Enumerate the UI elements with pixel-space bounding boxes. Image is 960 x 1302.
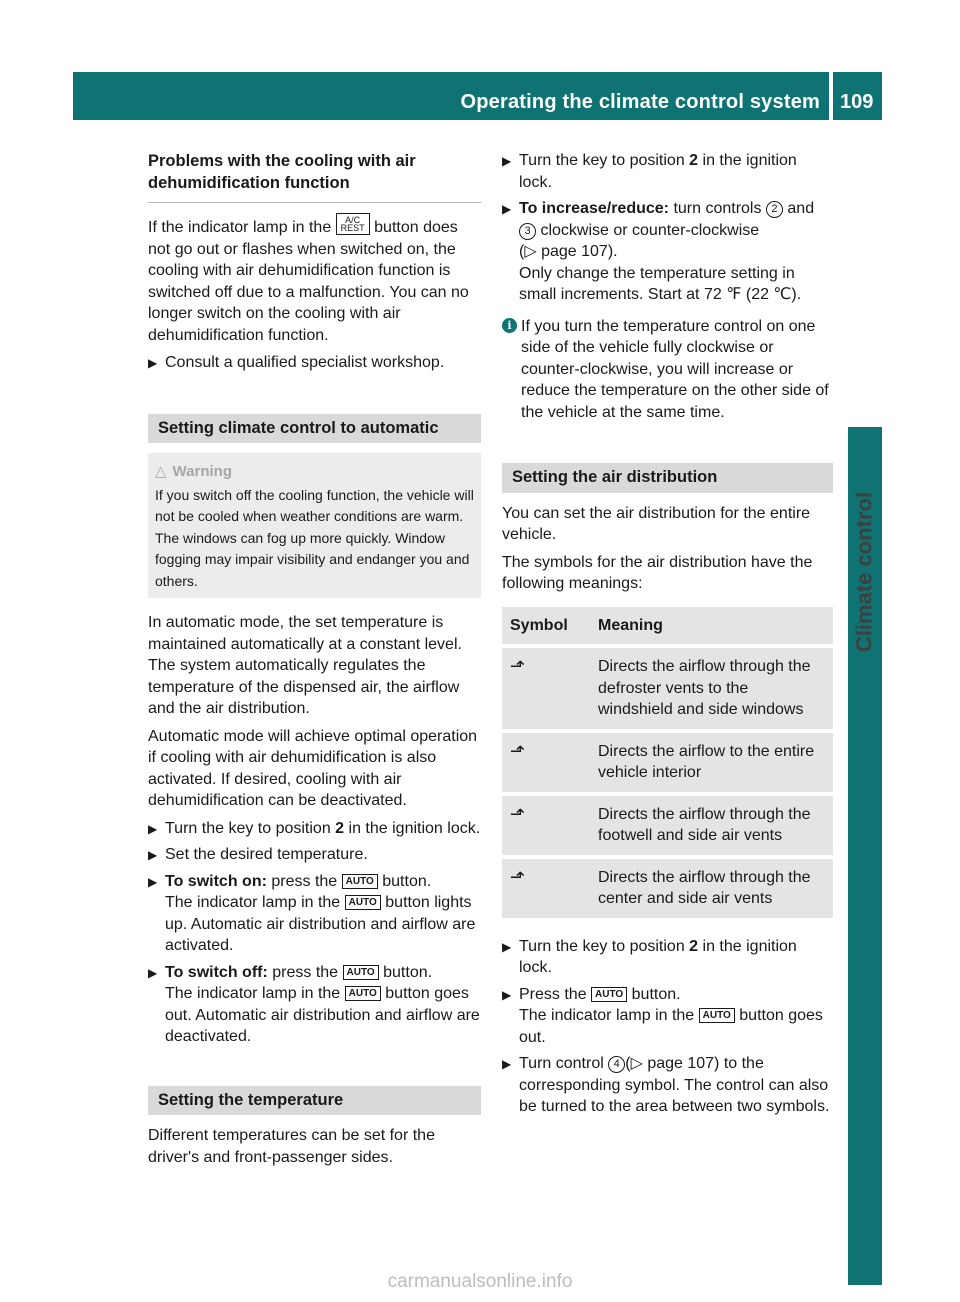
callout-4-icon: 4 xyxy=(608,1056,625,1073)
airflow-footwell-icon: ⬏ xyxy=(510,803,526,824)
air-paragraph-1: You can set the air distribution for the entire vehicle. xyxy=(502,504,811,543)
info-icon: i xyxy=(502,318,517,333)
problems-heading: Problems with the cooling with air dehumidification function xyxy=(148,150,481,203)
step-switch-on: ▶ To switch on: press the AUTO button. The indicator lamp in the AUTO button lights up. Automatic air distribution and airflow are activated. xyxy=(148,872,476,954)
table-header-row xyxy=(502,607,833,645)
table-row: ⬏ Directs the airflow through the defroster vents to the windshield and side windows xyxy=(502,648,833,729)
step-turn-key: ▶ Turn the key to position 2 in the ignition lock. xyxy=(148,818,481,840)
step-arrow-icon: ▶ xyxy=(148,356,158,370)
page-title: Operating the climate control system xyxy=(460,91,820,113)
step-increase-reduce: ▶ To increase/reduce: turn controls 2 and 3 clockwise or counter-clockwise (▷ page 107). Only change the temperature setting in small increments. Start at 72 ℉ (22 ℃). xyxy=(502,200,815,303)
step-turn-control: ▶ Turn control 4 (▷ page 107) to the corresponding symbol. The control can also be turned to the area between two symbols. xyxy=(502,1055,830,1115)
section-heading-temperature: Setting the temperature xyxy=(148,1086,481,1116)
callout-2-icon: 2 xyxy=(766,201,783,218)
section-heading-automatic: Setting climate control to automatic xyxy=(148,414,481,444)
auto-button-icon: AUTO xyxy=(345,986,381,1001)
ac-rest-button-icon: A/C REST xyxy=(336,213,370,235)
watermark: carmanualsonline.info xyxy=(387,1271,573,1292)
step-arrow-icon: ▶ xyxy=(148,821,158,836)
table-row: ⬏ Directs the airflow to the entire vehicle interior xyxy=(502,733,833,792)
step-arrow-icon: ▶ xyxy=(502,154,512,168)
header-separator xyxy=(829,72,833,120)
auto-paragraph-1: In automatic mode, the set temperature is maintained automatically at a constant level. The system automatically regulates the temperature of the dispensed air, the airflow and the air distribution. xyxy=(148,614,462,717)
auto-button-icon: AUTO xyxy=(699,1008,735,1023)
step-arrow-icon: ▶ xyxy=(502,987,512,1002)
page-reference: (▷ page 107). xyxy=(519,243,618,260)
step-arrow-icon: ▶ xyxy=(502,202,512,216)
step-turn-key-2: ▶ Turn the key to position 2 in the ignition lock. xyxy=(502,937,797,976)
section-heading-air-distribution: Setting the air distribution xyxy=(502,463,833,493)
step-consult-workshop: ▶ Consult a qualified specialist workshop. xyxy=(148,352,481,374)
problems-paragraph: If the indicator lamp in the A/C REST button does not go out or flashes when switched on, the cooling with air dehumidification function is switched off due to a malfunction. You can no longer switch on the cooling with air dehumidification function. xyxy=(148,215,469,344)
air-paragraph-2: The symbols for the air distribution have the following meanings: xyxy=(502,553,813,592)
temperature-paragraph: Different temperatures can be set for the driver's and front-passenger sides. xyxy=(148,1127,435,1166)
auto-button-icon: AUTO xyxy=(342,874,378,889)
air-distribution-table xyxy=(502,603,833,922)
left-column xyxy=(148,150,481,1174)
auto-button-icon: AUTO xyxy=(591,987,627,1002)
auto-paragraph-2: Automatic mode will achieve optimal operation if cooling with air dehumidification is also activated. If desired, cooling with air dehumidification can be deactivated. xyxy=(148,727,478,809)
chapter-tab-label: Climate control xyxy=(851,491,877,653)
page-number: 109 xyxy=(840,91,874,113)
auto-button-icon: AUTO xyxy=(345,895,381,910)
warning-label: Warning xyxy=(172,463,232,480)
step-arrow-icon: ▶ xyxy=(148,965,158,980)
table-row: ⬏ Directs the airflow through the center and side air vents xyxy=(502,859,833,918)
step-press-auto: ▶ Press the AUTO button. The indicator lamp in the AUTO button goes out. xyxy=(502,985,823,1046)
step-arrow-icon: ▶ xyxy=(502,939,512,954)
table-header-symbol: Symbol xyxy=(502,607,590,645)
step-arrow-icon: ▶ xyxy=(502,1057,512,1071)
airflow-defrost-icon: ⬏ xyxy=(510,656,526,676)
right-column xyxy=(502,150,833,1123)
table-row: ⬏ Directs the airflow through the footwell and side air vents xyxy=(502,796,833,855)
auto-button-icon: AUTO xyxy=(343,965,379,980)
callout-3-icon: 3 xyxy=(519,223,536,240)
table-header-meaning: Meaning xyxy=(590,607,833,645)
warning-box xyxy=(148,453,481,598)
step-turn-key-right: ▶ Turn the key to position 2 in the ignition lock. xyxy=(502,152,797,191)
warning-triangle-icon: △ xyxy=(155,463,167,480)
info-note: i If you turn the temperature control on one side of the vehicle fully clockwise or counter-clockwise, you will increase or reduce the temperature on the other side of the vehicle at the same time. xyxy=(502,316,833,424)
step-arrow-icon: ▶ xyxy=(148,848,158,862)
step-switch-off: ▶ To switch off: press the AUTO button. The indicator lamp in the AUTO button goes out. Automatic air distribution and airflow are deactivated. xyxy=(148,963,480,1045)
step-arrow-icon: ▶ xyxy=(148,874,158,889)
warning-text: If you switch off the cooling function, the vehicle will not be cooled when weather conditions are warm. The windows can fog up more quickly. Window fogging may impair visibility and endanger you and others. xyxy=(155,486,474,589)
step-set-temperature: ▶ Set the desired temperature. xyxy=(148,844,481,866)
airflow-center-icon: ⬏ xyxy=(510,866,526,887)
airflow-interior-icon: ⬏ xyxy=(510,740,526,761)
